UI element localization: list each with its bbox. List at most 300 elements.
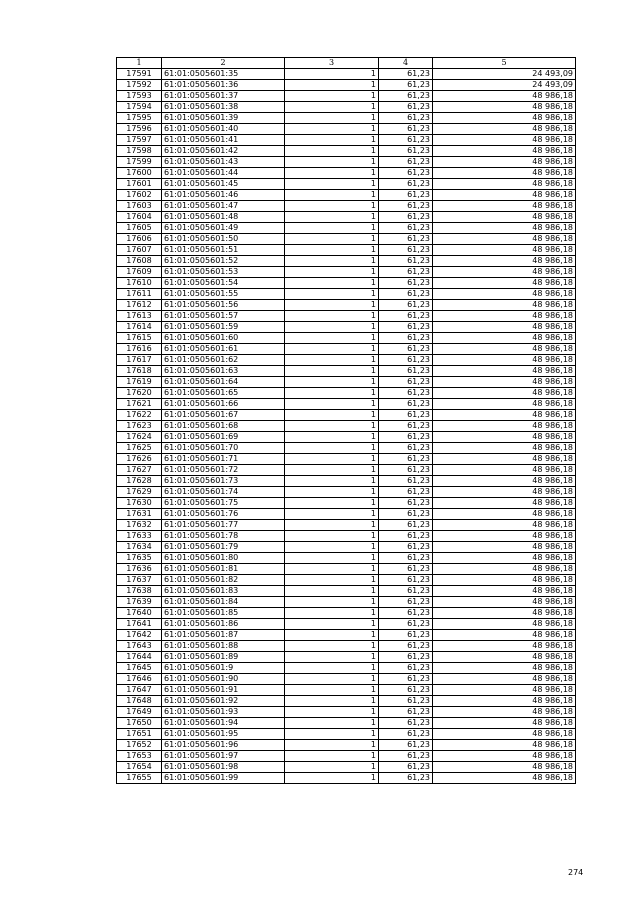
table-cell: 48 986,18 xyxy=(433,300,576,311)
table-cell: 61:01:0505601:82 xyxy=(162,575,285,586)
table-cell: 17622 xyxy=(117,410,162,421)
table-cell: 61:01:0505601:36 xyxy=(162,80,285,91)
table-cell: 48 986,18 xyxy=(433,388,576,399)
table-cell: 61,23 xyxy=(379,366,433,377)
table-cell: 48 986,18 xyxy=(433,663,576,674)
table-row xyxy=(117,410,576,421)
table-cell: 61:01:0505601:43 xyxy=(162,157,285,168)
table-cell: 48 986,18 xyxy=(433,267,576,278)
table-cell: 48 986,18 xyxy=(433,740,576,751)
table-cell: 61,23 xyxy=(379,619,433,630)
table-cell: 1 xyxy=(285,542,379,553)
table-row xyxy=(117,377,576,388)
table-cell: 61,23 xyxy=(379,465,433,476)
table-cell: 48 986,18 xyxy=(433,322,576,333)
table-cell: 61:01:0505601:61 xyxy=(162,344,285,355)
table-cell: 1 xyxy=(285,630,379,641)
table-cell: 48 986,18 xyxy=(433,278,576,289)
table-cell: 48 986,18 xyxy=(433,685,576,696)
table-row xyxy=(117,168,576,179)
table-cell: 17592 xyxy=(117,80,162,91)
table-cell: 17605 xyxy=(117,223,162,234)
table-cell: 61:01:0505601:52 xyxy=(162,256,285,267)
table-cell: 48 986,18 xyxy=(433,674,576,685)
table-cell: 17610 xyxy=(117,278,162,289)
table-row xyxy=(117,135,576,146)
table-cell: 61,23 xyxy=(379,641,433,652)
table-cell: 61:01:0505601:99 xyxy=(162,773,285,784)
table-cell: 48 986,18 xyxy=(433,102,576,113)
table-cell: 61:01:0505601:50 xyxy=(162,234,285,245)
table-cell: 48 986,18 xyxy=(433,168,576,179)
table-row xyxy=(117,641,576,652)
table-cell: 61,23 xyxy=(379,135,433,146)
table-row xyxy=(117,212,576,223)
table-cell: 48 986,18 xyxy=(433,223,576,234)
table-cell: 48 986,18 xyxy=(433,289,576,300)
table-cell: 61:01:0505601:85 xyxy=(162,608,285,619)
table-cell: 17620 xyxy=(117,388,162,399)
table-row xyxy=(117,520,576,531)
table-cell: 61,23 xyxy=(379,718,433,729)
table-cell: 1 xyxy=(285,751,379,762)
table-cell: 61,23 xyxy=(379,443,433,454)
table-row xyxy=(117,443,576,454)
table-row xyxy=(117,597,576,608)
table-cell: 48 986,18 xyxy=(433,476,576,487)
table-cell: 48 986,18 xyxy=(433,575,576,586)
table-row xyxy=(117,685,576,696)
table-cell: 17618 xyxy=(117,366,162,377)
table-cell: 48 986,18 xyxy=(433,454,576,465)
table-cell: 1 xyxy=(285,157,379,168)
table-cell: 17613 xyxy=(117,311,162,322)
table-cell: 61,23 xyxy=(379,157,433,168)
table-cell: 48 986,18 xyxy=(433,201,576,212)
table-row xyxy=(117,619,576,630)
table-cell: 61,23 xyxy=(379,355,433,366)
column-header: 4 xyxy=(379,58,433,69)
table-cell: 61:01:0505601:74 xyxy=(162,487,285,498)
table-cell: 61:01:0505601:42 xyxy=(162,146,285,157)
table-cell: 61:01:0505601:90 xyxy=(162,674,285,685)
table-cell: 17599 xyxy=(117,157,162,168)
table-cell: 61:01:0505601:44 xyxy=(162,168,285,179)
table-cell: 17632 xyxy=(117,520,162,531)
table-cell: 17642 xyxy=(117,630,162,641)
table-row xyxy=(117,102,576,113)
table-cell: 48 986,18 xyxy=(433,256,576,267)
table-cell: 48 986,18 xyxy=(433,355,576,366)
table-cell: 17606 xyxy=(117,234,162,245)
table-row xyxy=(117,465,576,476)
table-cell: 17655 xyxy=(117,773,162,784)
table-row xyxy=(117,278,576,289)
table-cell: 61,23 xyxy=(379,234,433,245)
table-cell: 17598 xyxy=(117,146,162,157)
table-cell: 61:01:0505601:68 xyxy=(162,421,285,432)
table-cell: 17645 xyxy=(117,663,162,674)
data-table xyxy=(116,57,576,784)
table-cell: 61,23 xyxy=(379,278,433,289)
table-cell: 61:01:0505601:84 xyxy=(162,597,285,608)
table-row xyxy=(117,256,576,267)
table-cell: 61:01:0505601:64 xyxy=(162,377,285,388)
table-row xyxy=(117,751,576,762)
table-row xyxy=(117,487,576,498)
table-cell: 17602 xyxy=(117,190,162,201)
table-cell: 17640 xyxy=(117,608,162,619)
table-cell: 48 986,18 xyxy=(433,630,576,641)
table-cell: 1 xyxy=(285,696,379,707)
table-cell: 61:01:0505601:49 xyxy=(162,223,285,234)
table-row xyxy=(117,421,576,432)
table-cell: 61,23 xyxy=(379,289,433,300)
table-cell: 61:01:0505601:40 xyxy=(162,124,285,135)
table-row xyxy=(117,476,576,487)
table-cell: 1 xyxy=(285,707,379,718)
table-cell: 24 493,09 xyxy=(433,69,576,80)
table-cell: 1 xyxy=(285,410,379,421)
table-cell: 1 xyxy=(285,608,379,619)
table-cell: 48 986,18 xyxy=(433,113,576,124)
table-row xyxy=(117,223,576,234)
table-cell: 61,23 xyxy=(379,553,433,564)
table-cell: 61:01:0505601:47 xyxy=(162,201,285,212)
table-cell: 1 xyxy=(285,190,379,201)
table-cell: 61,23 xyxy=(379,256,433,267)
table-cell: 61,23 xyxy=(379,69,433,80)
table-cell: 48 986,18 xyxy=(433,641,576,652)
table-cell: 61,23 xyxy=(379,498,433,509)
table-cell: 17638 xyxy=(117,586,162,597)
table-row xyxy=(117,432,576,443)
table-cell: 61:01:0505601:35 xyxy=(162,69,285,80)
table-cell: 17630 xyxy=(117,498,162,509)
table-cell: 1 xyxy=(285,311,379,322)
table-row xyxy=(117,740,576,751)
table-cell: 17604 xyxy=(117,212,162,223)
table-cell: 61:01:0505601:69 xyxy=(162,432,285,443)
table-cell: 48 986,18 xyxy=(433,311,576,322)
table-cell: 61,23 xyxy=(379,652,433,663)
column-header: 1 xyxy=(117,58,162,69)
table-cell: 61:01:0505601:65 xyxy=(162,388,285,399)
table-row xyxy=(117,300,576,311)
table-cell: 1 xyxy=(285,520,379,531)
table-cell: 48 986,18 xyxy=(433,234,576,245)
table-cell: 61:01:0505601:38 xyxy=(162,102,285,113)
table-cell: 48 986,18 xyxy=(433,531,576,542)
table-cell: 61,23 xyxy=(379,520,433,531)
table-cell: 61,23 xyxy=(379,762,433,773)
table-cell: 17603 xyxy=(117,201,162,212)
table-row xyxy=(117,663,576,674)
column-header: 5 xyxy=(433,58,576,69)
table-row xyxy=(117,498,576,509)
table-cell: 61:01:0505601:89 xyxy=(162,652,285,663)
table-row xyxy=(117,575,576,586)
table-cell: 61,23 xyxy=(379,773,433,784)
table-row xyxy=(117,509,576,520)
table-cell: 61,23 xyxy=(379,487,433,498)
table-cell: 1 xyxy=(285,179,379,190)
table-cell: 48 986,18 xyxy=(433,333,576,344)
table-cell: 1 xyxy=(285,641,379,652)
table-cell: 48 986,18 xyxy=(433,124,576,135)
table-row xyxy=(117,113,576,124)
table-cell: 48 986,18 xyxy=(433,520,576,531)
table-cell: 1 xyxy=(285,124,379,135)
table-cell: 48 986,18 xyxy=(433,619,576,630)
table-cell: 1 xyxy=(285,476,379,487)
table-cell: 17654 xyxy=(117,762,162,773)
table-cell: 61:01:0505601:56 xyxy=(162,300,285,311)
table-cell: 61:01:0505601:39 xyxy=(162,113,285,124)
table-cell: 61,23 xyxy=(379,377,433,388)
table-cell: 1 xyxy=(285,102,379,113)
table-cell: 61:01:0505601:73 xyxy=(162,476,285,487)
table-cell: 48 986,18 xyxy=(433,421,576,432)
table-cell: 61,23 xyxy=(379,344,433,355)
table-cell: 48 986,18 xyxy=(433,542,576,553)
table-cell: 61:01:0505601:77 xyxy=(162,520,285,531)
table-row xyxy=(117,531,576,542)
table-cell: 61:01:0505601:48 xyxy=(162,212,285,223)
table-cell: 61,23 xyxy=(379,608,433,619)
table-cell: 61,23 xyxy=(379,630,433,641)
table-cell: 61,23 xyxy=(379,267,433,278)
table-cell: 61:01:0505601:54 xyxy=(162,278,285,289)
table-cell: 61:01:0505601:93 xyxy=(162,707,285,718)
table-cell: 61,23 xyxy=(379,223,433,234)
table-row xyxy=(117,718,576,729)
table-cell: 1 xyxy=(285,146,379,157)
table-cell: 17621 xyxy=(117,399,162,410)
table-cell: 61,23 xyxy=(379,311,433,322)
table-cell: 61,23 xyxy=(379,509,433,520)
table-cell: 17633 xyxy=(117,531,162,542)
table-cell: 1 xyxy=(285,355,379,366)
table-cell: 48 986,18 xyxy=(433,608,576,619)
table-row xyxy=(117,146,576,157)
table-cell: 61:01:0505601:55 xyxy=(162,289,285,300)
table-cell: 61,23 xyxy=(379,146,433,157)
table-cell: 61:01:0505601:57 xyxy=(162,311,285,322)
table-cell: 1 xyxy=(285,388,379,399)
table-cell: 61:01:0505601:37 xyxy=(162,91,285,102)
table-cell: 61,23 xyxy=(379,113,433,124)
table-cell: 17619 xyxy=(117,377,162,388)
table-cell: 17593 xyxy=(117,91,162,102)
table-row xyxy=(117,322,576,333)
table-cell: 48 986,18 xyxy=(433,751,576,762)
table-cell: 1 xyxy=(285,322,379,333)
table-row xyxy=(117,267,576,278)
table-cell: 1 xyxy=(285,575,379,586)
table-cell: 17624 xyxy=(117,432,162,443)
table-cell: 61,23 xyxy=(379,454,433,465)
table-row xyxy=(117,245,576,256)
table-cell: 1 xyxy=(285,498,379,509)
table-cell: 61:01:0505601:95 xyxy=(162,729,285,740)
column-header: 2 xyxy=(162,58,285,69)
table-cell: 17627 xyxy=(117,465,162,476)
table-cell: 1 xyxy=(285,619,379,630)
table-row xyxy=(117,366,576,377)
table-cell: 1 xyxy=(285,553,379,564)
table-cell: 17651 xyxy=(117,729,162,740)
table-cell: 1 xyxy=(285,333,379,344)
table-cell: 61,23 xyxy=(379,586,433,597)
table-cell: 1 xyxy=(285,564,379,575)
table-cell: 17635 xyxy=(117,553,162,564)
table-cell: 17616 xyxy=(117,344,162,355)
table-cell: 61,23 xyxy=(379,751,433,762)
table-cell: 61,23 xyxy=(379,333,433,344)
table-cell: 61,23 xyxy=(379,201,433,212)
table-cell: 61,23 xyxy=(379,91,433,102)
table-cell: 1 xyxy=(285,278,379,289)
table-cell: 17623 xyxy=(117,421,162,432)
table-row xyxy=(117,564,576,575)
table-cell: 61,23 xyxy=(379,729,433,740)
table-cell: 61,23 xyxy=(379,564,433,575)
table-row xyxy=(117,201,576,212)
table-row xyxy=(117,608,576,619)
table-cell: 61,23 xyxy=(379,300,433,311)
table-cell: 17594 xyxy=(117,102,162,113)
table-cell: 17612 xyxy=(117,300,162,311)
table-cell: 17609 xyxy=(117,267,162,278)
table-cell: 17597 xyxy=(117,135,162,146)
table-cell: 17634 xyxy=(117,542,162,553)
table-cell: 48 986,18 xyxy=(433,498,576,509)
table-cell: 17644 xyxy=(117,652,162,663)
table-row xyxy=(117,179,576,190)
table-row xyxy=(117,696,576,707)
table-row xyxy=(117,80,576,91)
table-cell: 61,23 xyxy=(379,102,433,113)
table-cell: 48 986,18 xyxy=(433,762,576,773)
table-cell: 17649 xyxy=(117,707,162,718)
table-cell: 17611 xyxy=(117,289,162,300)
table-cell: 17607 xyxy=(117,245,162,256)
table-cell: 61:01:0505601:96 xyxy=(162,740,285,751)
table-cell: 1 xyxy=(285,399,379,410)
table-cell: 1 xyxy=(285,718,379,729)
table-cell: 48 986,18 xyxy=(433,157,576,168)
table-cell: 61,23 xyxy=(379,674,433,685)
table-row xyxy=(117,69,576,80)
table-cell: 17650 xyxy=(117,718,162,729)
table-cell: 17601 xyxy=(117,179,162,190)
table-cell: 1 xyxy=(285,454,379,465)
column-header: 3 xyxy=(285,58,379,69)
table-cell: 48 986,18 xyxy=(433,509,576,520)
table-cell: 61,23 xyxy=(379,696,433,707)
table-cell: 48 986,18 xyxy=(433,564,576,575)
table-cell: 48 986,18 xyxy=(433,179,576,190)
table-cell: 17639 xyxy=(117,597,162,608)
table-cell: 61:01:0505601:9 xyxy=(162,663,285,674)
table-cell: 1 xyxy=(285,773,379,784)
table-cell: 61,23 xyxy=(379,388,433,399)
table-cell: 48 986,18 xyxy=(433,773,576,784)
table-cell: 61,23 xyxy=(379,80,433,91)
table-cell: 48 986,18 xyxy=(433,729,576,740)
table-cell: 48 986,18 xyxy=(433,91,576,102)
table-cell: 61,23 xyxy=(379,245,433,256)
table-cell: 48 986,18 xyxy=(433,146,576,157)
table-cell: 1 xyxy=(285,465,379,476)
table-cell: 61:01:0505601:60 xyxy=(162,333,285,344)
table-cell: 48 986,18 xyxy=(433,652,576,663)
table-cell: 61,23 xyxy=(379,597,433,608)
table-cell: 61:01:0505601:66 xyxy=(162,399,285,410)
table-cell: 61:01:0505601:92 xyxy=(162,696,285,707)
table-row xyxy=(117,344,576,355)
table-cell: 17617 xyxy=(117,355,162,366)
table-cell: 61:01:0505601:78 xyxy=(162,531,285,542)
table-cell: 61,23 xyxy=(379,322,433,333)
table-cell: 61:01:0505601:76 xyxy=(162,509,285,520)
table-cell: 1 xyxy=(285,168,379,179)
table-row xyxy=(117,289,576,300)
table-cell: 1 xyxy=(285,80,379,91)
table-cell: 61:01:0505601:91 xyxy=(162,685,285,696)
table-cell: 1 xyxy=(285,531,379,542)
table-row xyxy=(117,729,576,740)
table-cell: 1 xyxy=(285,740,379,751)
table-cell: 1 xyxy=(285,586,379,597)
table-cell: 1 xyxy=(285,685,379,696)
table-cell: 61:01:0505601:71 xyxy=(162,454,285,465)
table-cell: 61,23 xyxy=(379,476,433,487)
table-cell: 61,23 xyxy=(379,542,433,553)
table-cell: 61:01:0505601:86 xyxy=(162,619,285,630)
table-cell: 17615 xyxy=(117,333,162,344)
table-cell: 17647 xyxy=(117,685,162,696)
table-cell: 1 xyxy=(285,597,379,608)
table-row xyxy=(117,762,576,773)
table-cell: 48 986,18 xyxy=(433,366,576,377)
table-cell: 61,23 xyxy=(379,740,433,751)
table-cell: 48 986,18 xyxy=(433,487,576,498)
table-row xyxy=(117,454,576,465)
table-cell: 61:01:0505601:80 xyxy=(162,553,285,564)
table-cell: 1 xyxy=(285,509,379,520)
table-cell: 61,23 xyxy=(379,685,433,696)
table-cell: 48 986,18 xyxy=(433,212,576,223)
table-row xyxy=(117,652,576,663)
table-cell: 1 xyxy=(285,443,379,454)
table-cell: 17653 xyxy=(117,751,162,762)
table-row xyxy=(117,190,576,201)
table-cell: 17596 xyxy=(117,124,162,135)
table-cell: 61,23 xyxy=(379,124,433,135)
table-row xyxy=(117,707,576,718)
table-cell: 61:01:0505601:46 xyxy=(162,190,285,201)
table-cell: 61:01:0505601:75 xyxy=(162,498,285,509)
table-cell: 17648 xyxy=(117,696,162,707)
table-cell: 61,23 xyxy=(379,190,433,201)
table-cell: 61:01:0505601:63 xyxy=(162,366,285,377)
table-row xyxy=(117,355,576,366)
table-cell: 1 xyxy=(285,674,379,685)
table-row xyxy=(117,157,576,168)
table-cell: 1 xyxy=(285,212,379,223)
